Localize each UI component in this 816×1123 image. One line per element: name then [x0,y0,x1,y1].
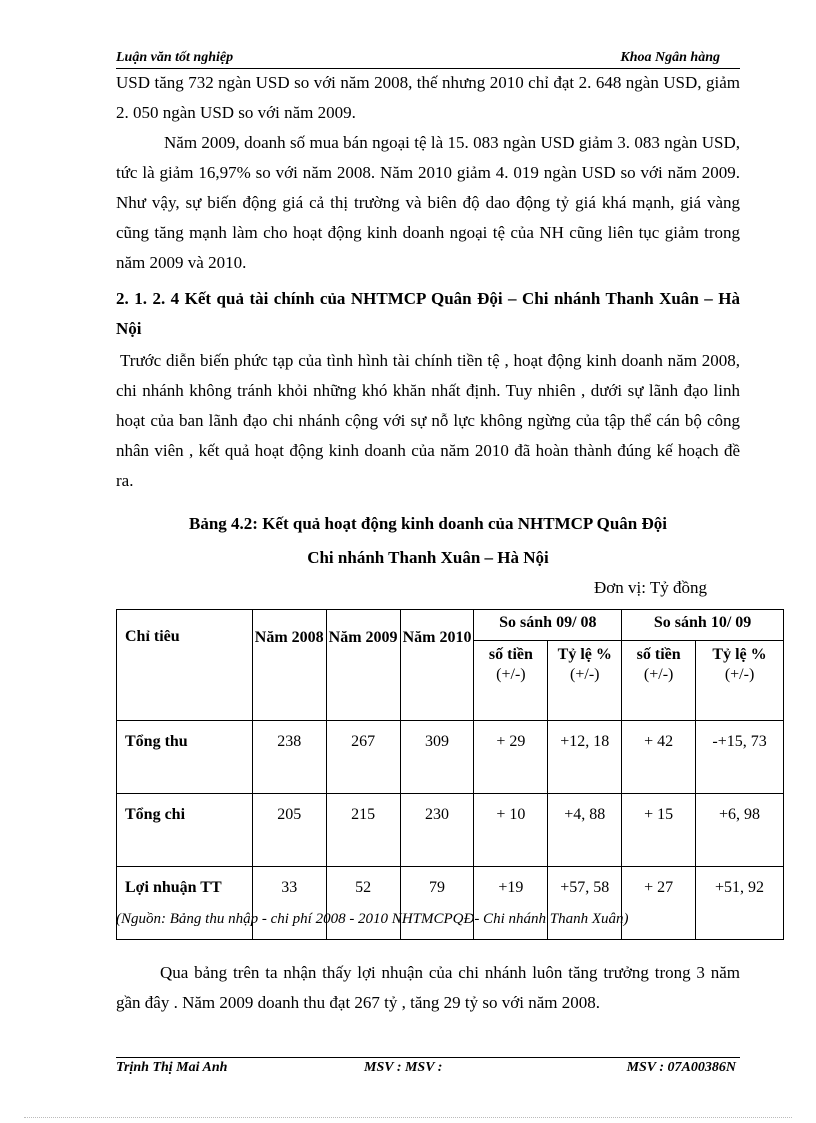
cell-rate-10-09: +6, 98 [696,794,784,867]
cell-2010: 230 [400,794,474,867]
header-compare-10-09: So sánh 10/ 09 [622,610,784,641]
cell-2008: 205 [252,794,326,867]
footer-student-id: MSV : 07A00386N [626,1060,736,1075]
cell-rate-09-08: +4, 88 [548,794,622,867]
business-results-table [116,609,784,940]
header-amount-10-09 [622,641,696,721]
header-amount-label: số tiền [636,646,681,663]
header-rate-label: Tỷ lệ % [712,646,767,663]
table-caption-title: Bảng 4.2: Kết quả hoạt động kinh doanh của NHTMCP Quân Đội [188,514,667,533]
footer-author: Trịnh Thị Mai Anh [116,1060,228,1075]
page-header [116,50,740,69]
cell-2010: 79 [400,867,474,940]
cell-2009: 215 [326,794,400,867]
row-indicator: Tổng thu [117,721,253,794]
row-indicator: Lợi nhuận TT [117,867,253,940]
paragraph-forex-sales: Năm 2009, doanh số mua bán ngoại tệ là 15. 083 ngàn USD giảm 3. 083 ngàn USD, tức là giảm 16,97% so với năm 2008. Năm 2010 giảm 4. 019 ngàn USD so với năm 2009. Như vậy, sự biến động giá cả thị trường và biên độ dao động tỷ giá khá mạnh, giá vàng cũng tăng mạnh làm cho hoạt động kinh doanh ngoại tệ của NH cũng liên tục giảm trong năm 2009 và 2010. [116,133,740,272]
section-heading: 2. 1. 2. 4 Kết quả tài chính của NHTMCP Quân Đội – Chi nhánh Thanh Xuân – Hà Nội [116,289,740,338]
table-caption-subtitle: Chi nhánh Thanh Xuân – Hà Nội [307,548,549,567]
footer-student-id-mid: MSV : MSV : [364,1060,443,1075]
cell-2008: 238 [252,721,326,794]
header-rate-10-09 [696,641,784,721]
paragraph-usd-trend: USD tăng 732 ngàn USD so với năm 2008, thế nhưng 2010 chỉ đạt 2. 648 ngàn USD, giảm 2. 050 ngàn USD so với năm 2009. [116,73,740,122]
header-rate-09-08 [548,641,622,721]
header-rate-label: Tỷ lệ % [557,646,612,663]
header-year-2009: Năm 2009 [326,610,400,721]
paragraph-profit-growth: Qua bảng trên ta nhận thấy lợi nhuận của chi nhánh luôn tăng trưởng trong 3 năm gần đây . Năm 2009 doanh thu đạt 267 tỷ , tăng 29 tỷ so với năm 2008. [116,963,740,1012]
table-unit-label: Đơn vị: Tỷ đồng [594,578,708,597]
header-amount-label: số tiền [488,646,533,663]
cell-amount-09-08: +19 [474,867,548,940]
cell-rate-10-09: +51, 92 [696,867,784,940]
header-amount-sign: (+/-) [643,666,674,683]
header-indicator: Chỉ tiêu [117,610,253,721]
paragraph-financial-context: Trước diễn biến phức tạp của tình hình tài chính tiền tệ , hoạt động kinh doanh năm 2008, chi nhánh không tránh khỏi những khó khăn nhất định. Tuy nhiên , dưới sự lãnh đạo linh hoạt của ban lãnh đạo chi nhánh cộng với sự nỗ lực không ngừng của tập thể cán bộ công nhân viên , kết quả hoạt động kinh doanh của năm 2010 đã hoàn thành đúng kế hoạch đề ra. [116,351,740,490]
table-row [117,794,784,867]
cell-2008: 33 [252,867,326,940]
header-rate-sign: (+/-) [570,666,600,683]
cell-rate-09-08: +12, 18 [548,721,622,794]
table-row [117,721,784,794]
header-thesis-label: Luận văn tốt nghiệp [116,50,234,65]
cell-amount-10-09: + 27 [622,867,696,940]
header-amount-sign: (+/-) [496,666,526,683]
page-bottom-divider [24,1117,792,1118]
header-year-2010: Năm 2010 [400,610,474,721]
cell-amount-10-09: + 15 [622,794,696,867]
header-compare-09-08: So sánh 09/ 08 [474,610,622,641]
header-amount-09-08 [474,641,548,721]
cell-amount-10-09: + 42 [622,721,696,794]
cell-amount-09-08: + 10 [474,794,548,867]
header-rate-sign: (+/-) [724,666,755,683]
header-year-2008: Năm 2008 [252,610,326,721]
row-indicator: Tổng chi [117,794,253,867]
cell-2010: 309 [400,721,474,794]
cell-2009: 267 [326,721,400,794]
cell-rate-10-09: -+15, 73 [696,721,784,794]
cell-amount-09-08: + 29 [474,721,548,794]
cell-2009: 52 [326,867,400,940]
header-faculty-label: Khoa Ngân hàng [620,50,720,65]
table-source-note: (Nguồn: Bảng thu nhập - chi phí 2008 - 2010 NHTMCPQĐ- Chi nhánh Thanh Xuân) [116,911,629,927]
cell-rate-09-08: +57, 58 [548,867,622,940]
page-footer [116,1057,740,1078]
